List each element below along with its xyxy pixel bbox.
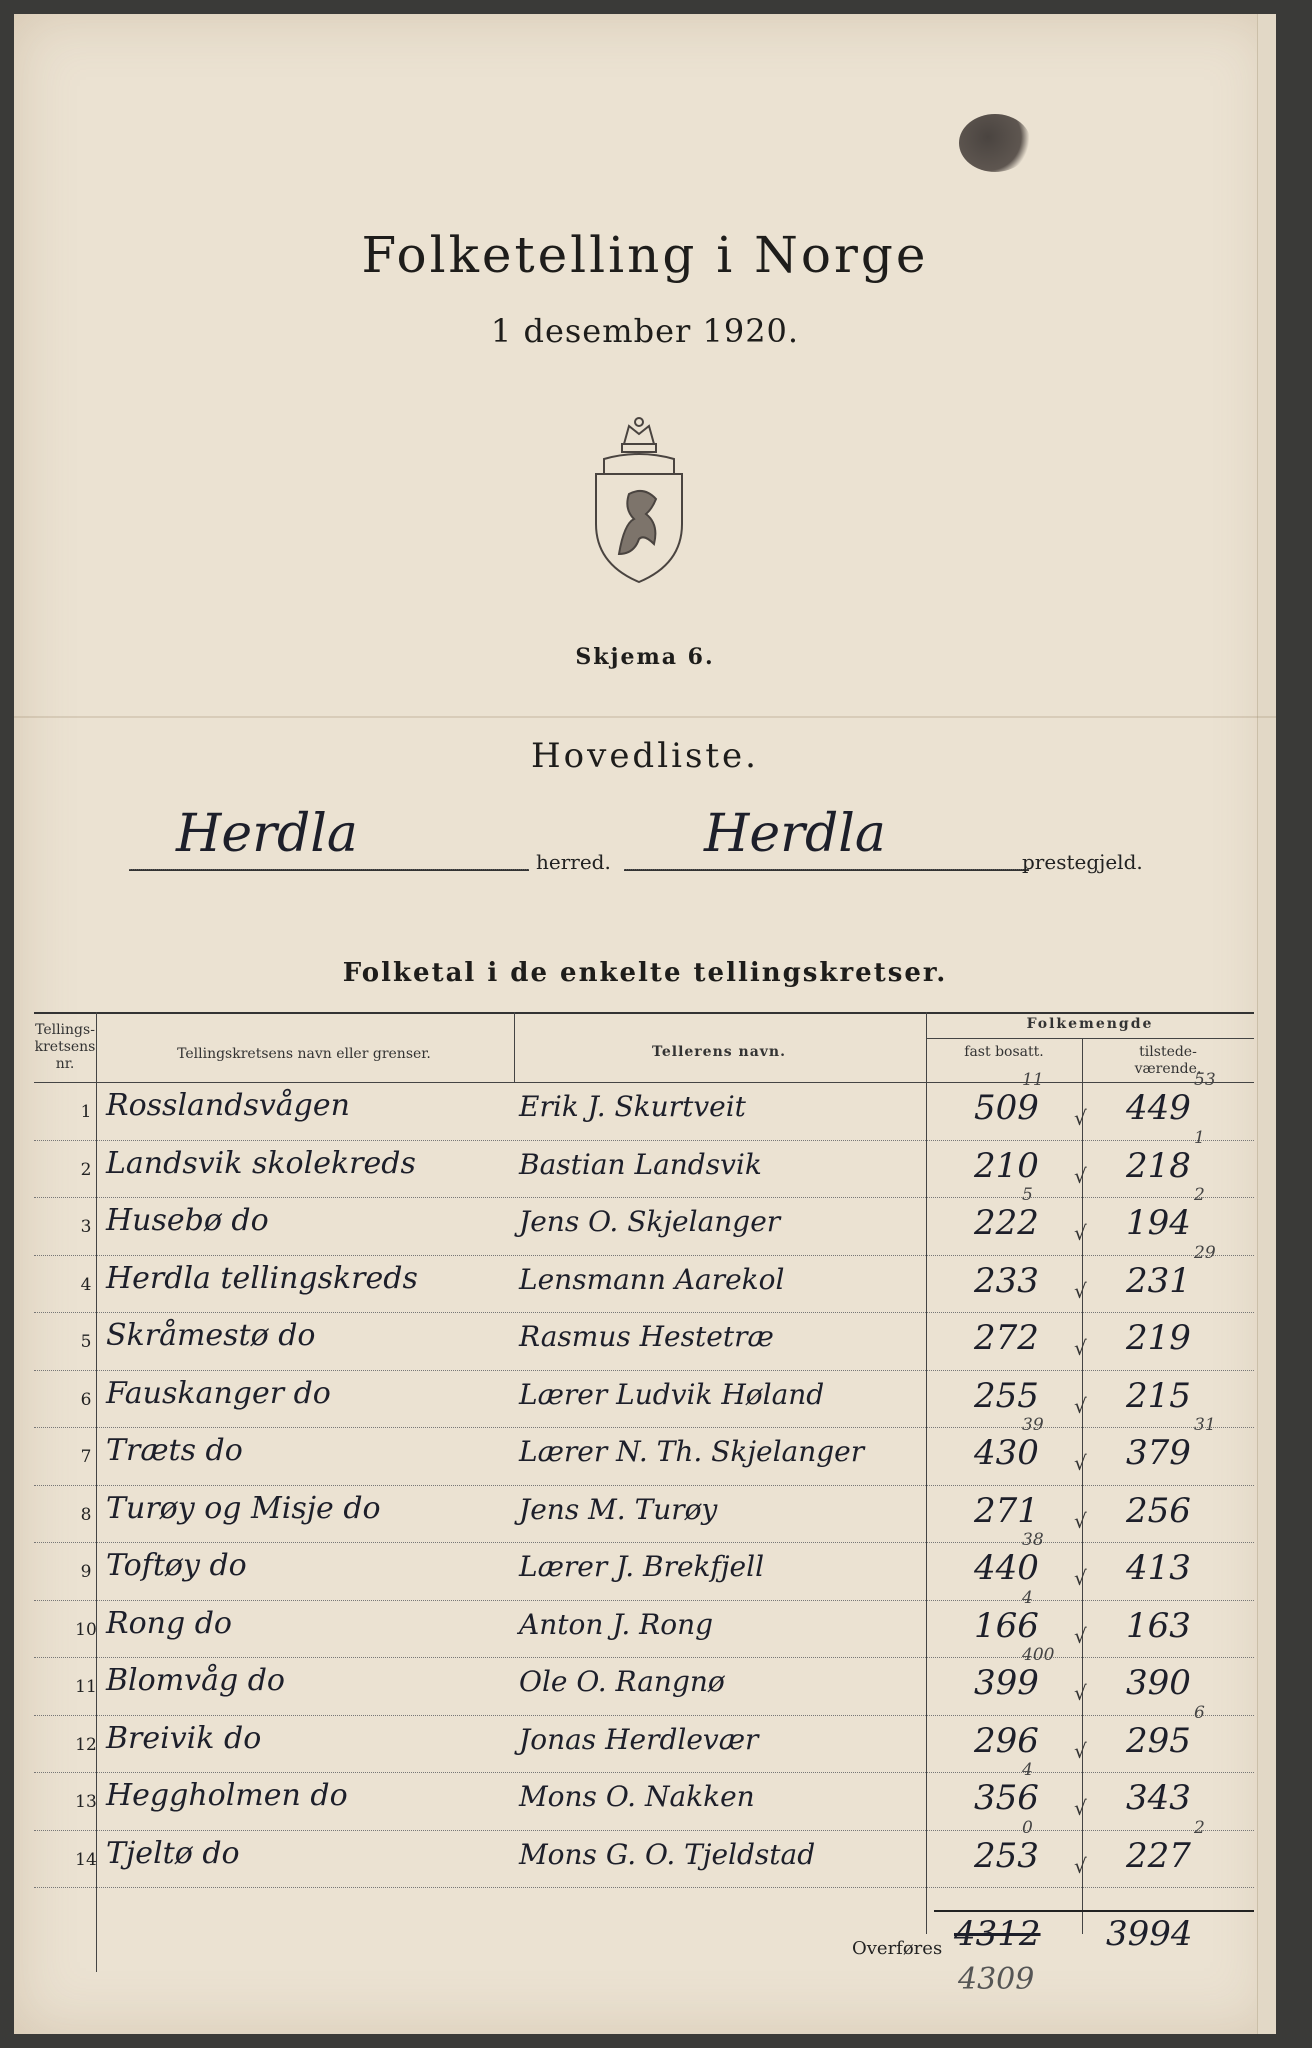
fast-bosatt-value: 440 — [974, 1548, 1039, 1588]
total-rule — [934, 1910, 1254, 1912]
fast-bosatt-value: 255 — [974, 1375, 1039, 1416]
coat-of-arms-icon — [584, 414, 694, 584]
krets-name: Herdla tellingskreds — [106, 1260, 418, 1296]
fast-note: 11 — [1022, 1070, 1044, 1090]
row-divider — [34, 1830, 1254, 1832]
herred-handwritten: Herdla — [176, 804, 358, 864]
fast-bosatt-value: 233 — [974, 1260, 1039, 1301]
tilstede-value: 295 — [1126, 1720, 1191, 1761]
check-mark-icon: √ — [1074, 1853, 1087, 1878]
prestegjeld-handwritten: Herdla — [704, 804, 886, 864]
tilstede-value: 413 — [1126, 1548, 1191, 1588]
header-nr: Tellings-kretsens nr. — [34, 1022, 96, 1072]
teller-name: Ole O. Rangnø — [519, 1665, 725, 1698]
tilstede-note: 1 — [1194, 1127, 1205, 1148]
row-number: 6 — [80, 1389, 92, 1410]
folkemengde-rule — [926, 1038, 1254, 1039]
krets-name: Toftøy do — [106, 1548, 247, 1583]
col-divider — [926, 1012, 927, 1934]
row-number: 7 — [80, 1447, 92, 1467]
fast-bosatt-value: 272 — [974, 1318, 1039, 1358]
row-divider — [34, 1427, 1254, 1429]
row-divider — [34, 1312, 1254, 1314]
fast-bosatt-value: 430 — [974, 1433, 1039, 1473]
census-date: 1 desember 1920. — [490, 312, 800, 350]
check-mark-icon: √ — [1074, 1623, 1087, 1648]
krets-name: Rosslandsvågen — [106, 1088, 350, 1123]
tilstede-value: 194 — [1126, 1203, 1191, 1243]
ink-stain — [959, 114, 1031, 172]
row-divider — [34, 1542, 1254, 1544]
fast-note: 4 — [1022, 1587, 1033, 1608]
row-divider — [34, 1140, 1254, 1142]
tilstede-value: 163 — [1126, 1605, 1191, 1646]
row-number: 12 — [75, 1734, 97, 1755]
row-divider — [34, 1255, 1254, 1257]
fast-bosatt-value: 271 — [974, 1490, 1039, 1531]
check-mark-icon: √ — [1074, 1393, 1087, 1418]
fast-bosatt-value: 166 — [974, 1605, 1039, 1646]
fast-note: 400 — [1022, 1645, 1055, 1665]
census-form-page — [14, 14, 1276, 2034]
tilstede-value: 379 — [1126, 1433, 1191, 1473]
check-mark-icon: √ — [1074, 1796, 1087, 1820]
header-tilstede: tilstede-værende. — [1134, 1044, 1202, 1077]
col-divider — [96, 1012, 97, 1972]
header-folkemengde: Folkemengde — [1026, 1016, 1154, 1032]
tilstede-value: 218 — [1126, 1145, 1191, 1186]
krets-name: Blomvåg do — [106, 1663, 285, 1698]
fast-bosatt-value: 509 — [974, 1088, 1039, 1128]
check-mark-icon: √ — [1074, 1451, 1087, 1475]
fast-bosatt-value: 253 — [974, 1835, 1039, 1876]
row-number: 2 — [80, 1159, 92, 1180]
teller-name: Jens O. Skjelanger — [519, 1205, 781, 1238]
tilstede-value: 227 — [1126, 1835, 1191, 1876]
tilstede-value: 390 — [1126, 1663, 1191, 1703]
row-number: 14 — [75, 1849, 97, 1870]
tilstede-value: 343 — [1126, 1778, 1191, 1818]
row-number: 13 — [75, 1792, 97, 1812]
fast-note: 38 — [1022, 1530, 1044, 1550]
tilstede-note: 29 — [1194, 1242, 1216, 1263]
fast-bosatt-value: 296 — [974, 1720, 1039, 1761]
header-fast: fast bosatt. — [964, 1044, 1044, 1060]
check-mark-icon: √ — [1074, 1566, 1087, 1590]
krets-name: Skråmestø do — [106, 1318, 316, 1353]
total-fast: 4312 — [954, 1914, 1041, 1954]
teller-name: Jonas Herdlevær — [519, 1722, 759, 1756]
check-mark-icon: √ — [1074, 1681, 1087, 1705]
row-number: 11 — [75, 1677, 97, 1697]
row-number: 10 — [75, 1619, 97, 1640]
check-mark-icon: √ — [1074, 1163, 1087, 1188]
row-number: 4 — [80, 1274, 92, 1295]
row-number: 8 — [80, 1504, 92, 1525]
check-mark-icon: √ — [1074, 1508, 1087, 1533]
teller-name: Lensmann Aarekol — [519, 1262, 785, 1296]
tilstede-note: 2 — [1194, 1185, 1205, 1205]
check-mark-icon: √ — [1074, 1221, 1087, 1245]
fast-bosatt-value: 399 — [974, 1663, 1039, 1703]
krets-name: Landsvik skolekreds — [106, 1145, 416, 1181]
herred-underline — [129, 869, 529, 871]
krets-name: Turøy og Misje do — [106, 1490, 381, 1526]
check-mark-icon: √ — [1074, 1336, 1087, 1360]
herred-label: herred. — [536, 850, 611, 874]
krets-name: Heggholmen do — [106, 1778, 348, 1813]
table-top-rule — [34, 1012, 1254, 1014]
fast-note: 0 — [1022, 1817, 1033, 1838]
check-mark-icon: √ — [1074, 1278, 1087, 1303]
teller-name: Anton J. Rong — [519, 1607, 714, 1641]
row-divider — [34, 1715, 1254, 1717]
tilstede-note: 31 — [1194, 1415, 1216, 1435]
krets-name: Husebø do — [106, 1203, 269, 1238]
fast-note: 5 — [1022, 1185, 1033, 1205]
row-divider — [34, 1370, 1254, 1372]
row-divider — [34, 1197, 1254, 1199]
check-mark-icon: √ — [1074, 1738, 1087, 1763]
section-title: Folketal i de enkelte tellingskretser. — [342, 958, 948, 988]
teller-name: Erik J. Skurtveit — [519, 1090, 746, 1123]
teller-name: Mons G. O. Tjeldstad — [519, 1837, 816, 1871]
fast-bosatt-value: 356 — [974, 1778, 1039, 1818]
prestegjeld-label: prestegjeld. — [1022, 850, 1143, 874]
tilstede-note: 53 — [1194, 1070, 1216, 1090]
schema-label: Skjema 6. — [575, 644, 715, 670]
teller-name: Lærer N. Th. Skjelanger — [519, 1435, 865, 1468]
overfores-label: Overføres — [852, 1938, 943, 1959]
krets-name: Fauskanger do — [106, 1375, 331, 1411]
table-header-rule — [34, 1082, 1254, 1083]
fast-note: 4 — [1022, 1760, 1033, 1780]
total-tilstede: 3994 — [1106, 1914, 1193, 1954]
tilstede-value: 219 — [1126, 1318, 1191, 1358]
row-divider — [34, 1485, 1254, 1487]
teller-name: Bastian Landsvik — [519, 1147, 762, 1181]
fast-bosatt-value: 222 — [974, 1203, 1039, 1243]
tilstede-value: 231 — [1126, 1260, 1191, 1301]
check-mark-icon: √ — [1074, 1106, 1087, 1130]
teller-name: Lærer Ludvik Høland — [519, 1377, 825, 1411]
row-number: 1 — [80, 1102, 92, 1122]
teller-name: Jens M. Turøy — [519, 1492, 718, 1526]
row-divider — [34, 1887, 1254, 1889]
row-number: 5 — [80, 1332, 92, 1352]
row-number: 9 — [80, 1562, 92, 1582]
tilstede-value: 256 — [1126, 1490, 1191, 1531]
krets-name: Tjeltø do — [106, 1835, 240, 1871]
krets-name: Træts do — [106, 1433, 243, 1468]
tilstede-value: 215 — [1126, 1375, 1191, 1416]
tilstede-value: 449 — [1126, 1088, 1191, 1128]
row-divider — [34, 1772, 1254, 1774]
krets-name: Breivik do — [106, 1720, 262, 1756]
row-divider — [34, 1657, 1254, 1659]
teller-name: Mons O. Nakken — [519, 1780, 755, 1813]
fast-bosatt-value: 210 — [974, 1145, 1039, 1186]
row-number: 3 — [80, 1217, 92, 1237]
tilstede-note: 2 — [1194, 1817, 1205, 1838]
teller-name: Lærer J. Brekfjell — [519, 1550, 765, 1583]
krets-name: Rong do — [106, 1605, 232, 1641]
col-divider — [514, 1012, 515, 1082]
prestegjeld-underline — [624, 869, 1029, 871]
row-divider — [34, 1600, 1254, 1602]
teller-name: Rasmus Hestetræ — [519, 1320, 774, 1353]
form-title: Folketelling i Norge — [361, 226, 929, 284]
header-kretsnavn: Tellingskretsens navn eller grenser. — [177, 1046, 431, 1062]
total-fast-corrected: 4309 — [958, 1962, 1035, 1997]
page-fold — [14, 716, 1276, 718]
header-teller: Tellerens navn. — [652, 1044, 786, 1060]
fast-note: 39 — [1022, 1415, 1044, 1435]
list-title: Hovedliste. — [530, 736, 759, 776]
tilstede-note: 6 — [1194, 1702, 1205, 1723]
